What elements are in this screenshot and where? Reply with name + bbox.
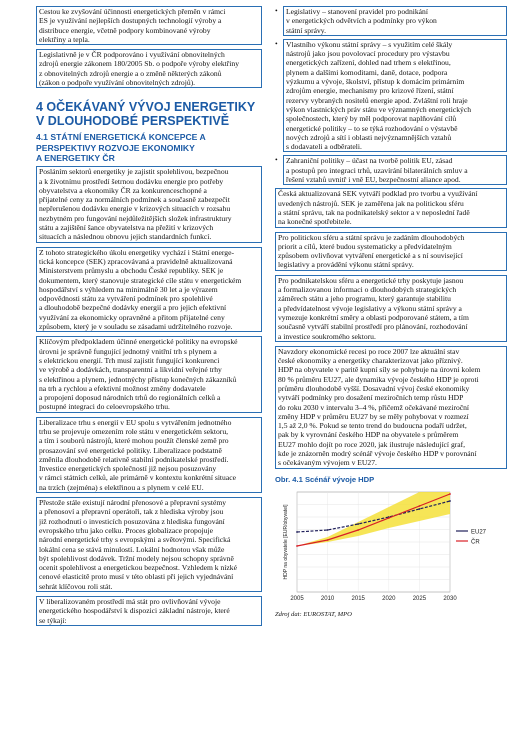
text-line: HDP na obyvatele v paritě kupní síly se pohybuje na úrovni kolem bbox=[278, 365, 481, 375]
text-line: na konečné spotřebitele. bbox=[278, 217, 352, 227]
right-column bbox=[275, 6, 507, 620]
text-line: lokální cena se stává minulostí. Lokální hodnotou však může bbox=[39, 544, 225, 554]
paragraph bbox=[36, 247, 262, 333]
data-point bbox=[327, 539, 329, 541]
text-line: 1,5 až 2,0 %. Pokud se tento trend do budoucna podaří udržet, bbox=[278, 421, 467, 431]
text-line: nezbytném pro fungování nejdůležitějších složek infrastruktury bbox=[39, 213, 232, 223]
text-line: ve výrobě a dodávkách, transparentní a likvidní veřejné trhy bbox=[39, 365, 222, 375]
paragraph bbox=[275, 275, 507, 342]
text-line: 80 % průměru EU27, ale dynamika vývoje českého HDP je oproti bbox=[278, 374, 479, 384]
text-line: situacích a následnou obnovu jejich standardních funkcí. bbox=[39, 232, 212, 242]
text-line: vytváří podmínky pro dosažení meziročních temp růstu HDP bbox=[278, 393, 464, 403]
text-line: elektřiny a tepla. bbox=[39, 34, 90, 44]
text-line: a tím i souborů nástrojů, které mohou použít členské země pro bbox=[39, 436, 229, 446]
section-heading-line: PERSPEKTIVY ROZVOJE EKONOMIKY bbox=[36, 142, 195, 153]
text-line: již rozhodnutí o investicích posuzována z hlediska fungování bbox=[39, 516, 225, 526]
bullet-item bbox=[275, 155, 507, 185]
paragraph bbox=[36, 497, 262, 592]
text-line: zdrojů energie zákonem 180/2005 Sb. o podpoře výroby elektřiny bbox=[39, 59, 239, 69]
data-point bbox=[419, 508, 421, 510]
text-line: přijatelné ceny za normálních podmínek a současně zabezpečit bbox=[39, 195, 230, 205]
text-line: Legislativy – stanovení pravidel pro podnikání bbox=[286, 7, 428, 16]
chapter-heading bbox=[36, 100, 262, 128]
text-line: energetických zařízení, dohled nad trhem s elektřinou, bbox=[286, 58, 451, 68]
paragraph bbox=[36, 6, 262, 45]
legend-label: ČR bbox=[471, 539, 480, 546]
text-line: v rámci státních celků, ale primárně v kontextu konkrétní situace bbox=[39, 473, 236, 483]
text-line: EU27 mohlo dojít po roce 2020, jak ilustruje následující graf, bbox=[278, 439, 466, 449]
figure-caption: Obr. 4.1 Scénář vývoje HDP bbox=[275, 474, 375, 484]
text-line: Liberalizace trhu s energií v EU spolu s vytvářením jednotného bbox=[39, 417, 232, 427]
text-line: pak by k vyrovnání českého HDP na obyvatele s průměrem bbox=[278, 430, 459, 440]
text-line: změny HDP v průměru EU27 by se měly pohybovat v rozmezí bbox=[278, 411, 469, 421]
bullet-dot-icon: • bbox=[275, 155, 278, 165]
text-line: a předvídatelnost vývoje legislativy a výkonu státní správy a bbox=[278, 303, 462, 313]
text-line: způsobem, který je v souladu se zásadami udržitelného rozvoje. bbox=[39, 322, 233, 332]
text-line: plynem a dalšími komoditami, daně, dotace, podpora bbox=[286, 67, 448, 77]
text-line: společnostech, který by měl podporovat naplňování cílů bbox=[286, 114, 457, 124]
text-line: výzkumu a vývoje, školství, přístup k domácím primárním bbox=[286, 77, 465, 87]
text-line: v energetických odvětvích a podmínky pro výkon bbox=[286, 16, 437, 26]
text-line: Pro podnikatelskou sféru a energetické trhy poskytuje jasnou bbox=[278, 275, 464, 285]
chapter-heading-line: 4 OČEKÁVANÝ VÝVOJ ENERGETIKY bbox=[36, 100, 256, 115]
text-line: s očekávaným vývojem v EU27. bbox=[278, 458, 377, 468]
x-tick-label: 2025 bbox=[412, 595, 427, 602]
text-line: úrovni je správně fungující jednotný vnitřní trh s plynem a bbox=[39, 346, 217, 356]
text-line: Navzdory ekonomické recesi po roce 2007 lze aktuální stav bbox=[278, 346, 460, 356]
text-line: Zahraniční politiky – účast na tvorbě politik EU, zásad bbox=[286, 156, 453, 166]
data-point bbox=[327, 529, 329, 531]
text-line: zdrojům energie, mechanismy pro krizové řízení, státní bbox=[286, 86, 454, 96]
data-point bbox=[388, 517, 390, 519]
paragraph bbox=[275, 346, 507, 469]
text-line: způsobem ovlivňovat vytváření energetické a s ní související bbox=[278, 251, 463, 261]
text-line: Pro politickou sféru a státní správu je zadáním dlouhodobých bbox=[278, 232, 465, 242]
text-line: státu a zajištění šance obyvatelstva na přežití v krizových bbox=[39, 223, 214, 233]
text-line: Ministerstvem průmyslu a obchodu České republiky. SEK je bbox=[39, 266, 224, 276]
text-line: legislativy a provádění výkonu státní správy. bbox=[278, 260, 414, 270]
text-line: Investice energetických společností již nejsou posuzovány bbox=[39, 464, 217, 474]
text-line: výkon vlastnických práv státu ve významných energetických bbox=[286, 104, 472, 114]
text-line: a přenosoví a přepravní operátoři, tak z hlediska výroby jsou bbox=[39, 507, 224, 517]
text-line: Klíčovým předpokladem účinné energetické politiky na evropské bbox=[39, 337, 238, 347]
text-line: se týkají: bbox=[39, 615, 67, 625]
text-line: současně vytváří stabilní prostředí pro plánování, rozhodování bbox=[278, 322, 468, 332]
paragraph bbox=[36, 166, 262, 242]
text-line: ES je využívání nejlepších dostupných technologií výroby a bbox=[39, 16, 222, 26]
chapter-heading-line: V DLOUHODOBÉ PERSPEKTIVĚ bbox=[36, 114, 230, 129]
text-line: z obnovitelných zdrojů energie a o změně některých zákonů bbox=[39, 68, 222, 78]
text-line: cenové elasticitě proto musí v této oblasti při jejich vyjednávání bbox=[39, 572, 234, 582]
section-heading-line: A ENERGETIKY ČR bbox=[36, 152, 115, 163]
text-line: sehrát klíčovou roli stát. bbox=[39, 581, 113, 591]
text-line: s dodavateli a odběrateli. bbox=[286, 142, 362, 152]
text-line: a formalizovanou informaci o dlouhodobých strategických bbox=[278, 285, 457, 295]
left-column bbox=[36, 6, 262, 630]
text-line: změnila dlouhodobě relativně stabilní podnikatelské prostředí. bbox=[39, 454, 229, 464]
text-line: české ekonomiky a energetiky charakterizovat jako příznivý. bbox=[278, 356, 463, 366]
text-line: a propojení doposud národních trhů do regionálních celků a bbox=[39, 393, 221, 403]
text-line: Cestou ke zvyšování účinnosti energetických přeměn v rámci bbox=[39, 7, 226, 16]
bullet-text bbox=[283, 6, 507, 36]
text-line: Z tohoto strategického úkolu energetiky vychází i Státní energe- bbox=[39, 247, 234, 257]
bullet-item bbox=[275, 39, 507, 153]
paragraph bbox=[36, 417, 262, 493]
text-line: a investice soukromého sektoru. bbox=[278, 331, 376, 341]
text-line: trhu se projevuje omezením role státu v energetickém sektoru, bbox=[39, 426, 229, 436]
text-line: do roku 2030 v intervalu 3–4 %, přičemž očekávané meziroční bbox=[278, 402, 470, 412]
text-line: vymezuje konkrétní směry a oblasti podporované státem, a tím bbox=[278, 312, 469, 322]
text-line: a dlouhodobě bezpečné dodávky energií a pro jejich efektivní bbox=[39, 303, 227, 313]
text-line: nástrojů jako jsou povolovací procedury pro výstavbu bbox=[286, 49, 450, 59]
text-line: průměru dlouhodobě vyšší. Dosavadní vývoj české ekonomiky bbox=[278, 383, 470, 393]
bullet-dot-icon: • bbox=[275, 38, 278, 48]
text-line: využívání za ekonomicky opravněné a přitom přijatelné ceny bbox=[39, 312, 225, 322]
text-line: záměrech státu a jeho programu, který garantuje stabilitu bbox=[278, 294, 451, 304]
text-line: ocenit spolehlivost a energetickou bezpečnost. Vzhledem k nízké bbox=[39, 563, 237, 573]
text-line: distribuce energie, včetně podpory kombinované výroby bbox=[39, 25, 211, 35]
text-line: být spolehlivost dodávek. Tržní modely nejsou schopny správně bbox=[39, 553, 234, 563]
hdp-chart bbox=[275, 486, 495, 606]
text-line: a státní správu, tak na podnikatelský sektor a v neposlední řadě bbox=[278, 207, 470, 217]
text-line: s elektřinou a plynem, jednotnýchy přístup konečných zákazníků bbox=[39, 374, 237, 384]
text-line: hospodářství s výhledem na minimálně 30 let a je výrazem bbox=[39, 284, 218, 294]
text-line: Přestože stále existují národní přenosové a přepravní systémy bbox=[39, 498, 227, 508]
paragraph bbox=[36, 336, 262, 412]
bullet-item bbox=[275, 6, 507, 36]
bullet-dot-icon: • bbox=[275, 6, 278, 15]
x-tick-label: 2015 bbox=[351, 595, 365, 602]
x-tick-label: 2010 bbox=[320, 595, 335, 602]
bullet-text bbox=[283, 39, 507, 153]
section-heading-line: 4.1 STÁTNÍ ENERGETICKÁ KONCEPCE A bbox=[36, 132, 206, 143]
bullet-text bbox=[283, 155, 507, 185]
text-line: a k životnímu prostředí šetrnou dodávku energie pro potřeby bbox=[39, 176, 224, 186]
figure-source: Zdroj dat: EUROSTAT, MPO bbox=[275, 611, 352, 619]
data-point bbox=[449, 493, 451, 495]
x-tick-label: 2020 bbox=[382, 595, 396, 602]
text-line: (zákon o podpoře využívání obnovitelných zdrojů). bbox=[39, 78, 196, 88]
text-line: a postupů pro integraci trhů, uzavírání bilaterálních smluv a bbox=[286, 165, 468, 175]
text-line: Vlastního výkonu státní správy – s využitím celé škály bbox=[286, 39, 453, 49]
text-line: energetického hospodářství k dispozici základní nástroje, které bbox=[39, 606, 230, 616]
text-line: tická koncepce (SEK) zpracovávaná a pravidelně aktualizovaná bbox=[39, 256, 233, 266]
data-point bbox=[449, 500, 451, 502]
paragraph bbox=[36, 49, 262, 88]
text-line: energetické politiky – to se týká rozhodování o výstavbě bbox=[286, 123, 458, 133]
paragraph bbox=[36, 596, 262, 626]
x-tick-label: 2030 bbox=[443, 595, 457, 602]
text-line: V liberalizovaném prostředí má stát pro ovlivňování vývoje bbox=[39, 597, 221, 607]
text-line: odpovědnosti státu za vytváření podmínek pro spolehlivé bbox=[39, 294, 213, 304]
text-line: obyvatelstva a ekonomiky ČR za konkurenceschopné a bbox=[39, 185, 207, 195]
text-line: nepřerušenou dodávku energie v krizových situacích v rozsahu bbox=[39, 204, 231, 214]
text-line: dokumentem, který stanovuje strategické cíle státu v energetickém bbox=[39, 275, 242, 285]
paragraph bbox=[275, 232, 507, 271]
text-line: řešení vztahů uvnitř i vně EU, bezpečnostní aliance apod. bbox=[286, 175, 461, 185]
text-line: s elektrickou energií. Trh musí zajistit fungující konkurenci bbox=[39, 355, 220, 365]
text-line: Česká aktualizovaná SEK vytváří podklad pro tvorbu a využívání bbox=[278, 189, 478, 199]
text-line: na trzích (zejména) s elektřinou a s plynem v celé EU. bbox=[39, 482, 204, 492]
text-line: kde je znázorněn modrý scénář vývoje českého HDP v porovnání bbox=[278, 449, 477, 459]
data-point bbox=[357, 529, 359, 531]
text-line: uvedených nástrojů. SEK je zaměřena jak na politickou sféru bbox=[278, 198, 464, 208]
text-line: na trh a rychlou a efektivní možnost změny dodavatele bbox=[39, 383, 206, 393]
data-point bbox=[357, 523, 359, 525]
text-line: evropského trhu jako celku. Proces globalizace propojuje bbox=[39, 525, 213, 535]
x-tick-label: 2005 bbox=[290, 595, 304, 602]
data-point bbox=[419, 505, 421, 507]
text-line: Posláním sektorů energetiky je zajistit spolehlivou, bezpečnou bbox=[39, 167, 229, 177]
section-heading bbox=[36, 132, 262, 163]
data-point bbox=[296, 545, 298, 547]
text-line: státní správy. bbox=[286, 25, 327, 35]
text-line: priorit a cílů, které budou systematicky a předvídatelným bbox=[278, 241, 452, 251]
y-axis-label: HDP na obyvatele [EUR/obyvatel] bbox=[283, 504, 289, 580]
text-line: postupné integraci do celoevropského trhu. bbox=[39, 402, 170, 412]
text-line: nových zdrojů a sítí i oblasti nejvýznamnějších vztahů bbox=[286, 132, 452, 142]
data-point bbox=[296, 531, 298, 533]
text-line: rezervy vybraných nositelů energie apod. Zvláštní roli hraje bbox=[286, 95, 468, 105]
paragraph bbox=[275, 188, 507, 227]
text-line: národní energetické trhy s evropskými a světovými. Specifická bbox=[39, 535, 231, 545]
text-line: Legislativně je v ČR podporováno i využívání obnovitelných bbox=[39, 50, 225, 60]
legend-label: EU27 bbox=[471, 529, 487, 536]
text-line: prosazování své energetické politiky. Liberalizace podstatně bbox=[39, 445, 222, 455]
